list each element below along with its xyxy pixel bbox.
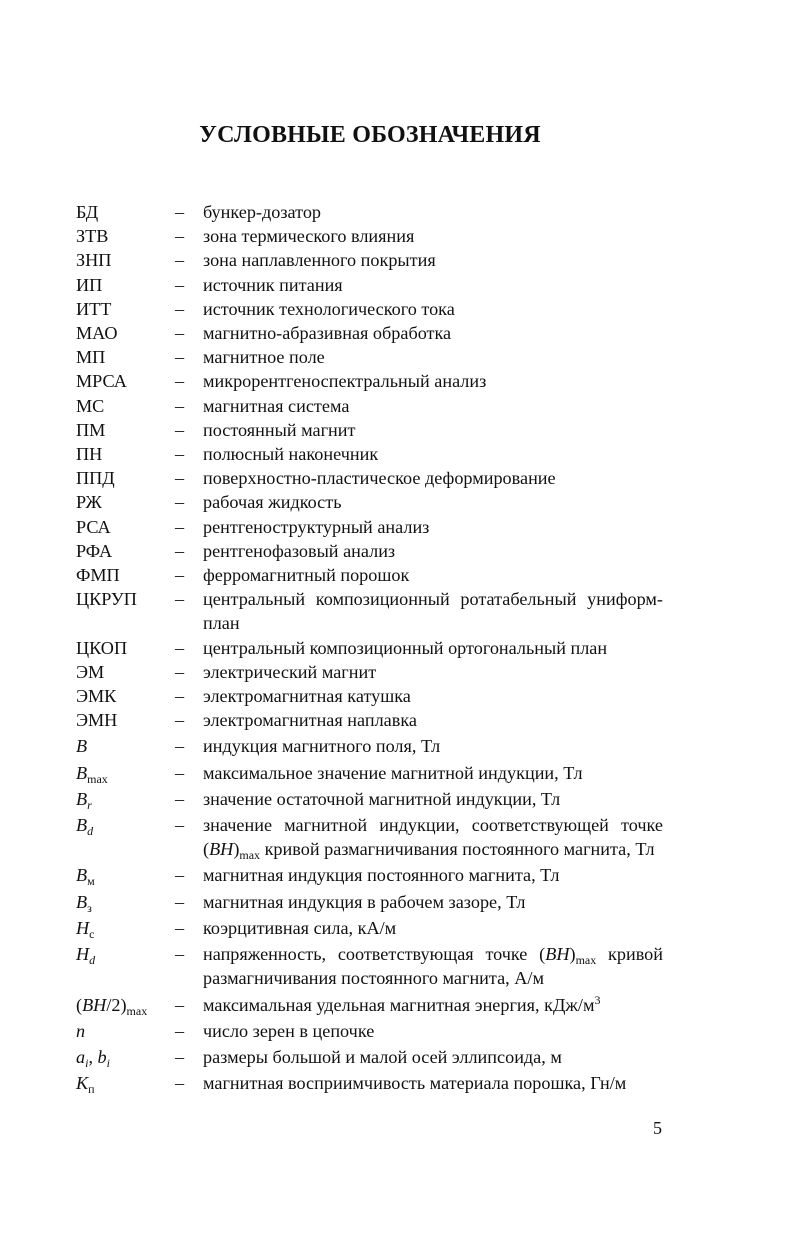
dash: – xyxy=(175,274,185,295)
abbreviation-definition: электромагнитная катушка xyxy=(203,686,411,707)
abbreviation-term: РСА xyxy=(76,516,111,537)
list-item xyxy=(76,1071,676,1095)
abbreviation-term: РФА xyxy=(76,540,113,561)
symbol-term: $a_i$, $b_i$ xyxy=(76,1046,110,1070)
abbreviation-definition: зона наплавленного покрытия xyxy=(203,250,436,271)
abbreviation-definition: бункер-дозатор xyxy=(203,202,322,222)
page-title: УСЛОВНЫЕ ОБОЗНАЧЕНИЯ xyxy=(199,122,541,149)
abbreviation-term: ЦКОП xyxy=(76,637,128,658)
dash: – xyxy=(175,736,185,757)
dash: – xyxy=(175,1020,185,1041)
dash: – xyxy=(175,468,185,489)
list-item xyxy=(76,1019,676,1043)
list-item xyxy=(76,394,676,418)
dash: – xyxy=(175,540,185,561)
abbreviation-definition: центральный композиционный ортогональный план xyxy=(203,637,608,658)
abbreviation-definition: магнитно-абразивная обработка xyxy=(203,323,452,344)
dash: – xyxy=(175,865,185,886)
list-item xyxy=(76,1045,676,1069)
list-item xyxy=(76,708,676,732)
abbreviation-definition: микрорентгеноспектральный анализ xyxy=(203,371,487,392)
abbreviation-term: ЦКРУП xyxy=(76,589,137,610)
abbreviation-term: ФМП xyxy=(76,565,120,586)
symbol-definition: значение остаточной магнитной индукции, Тл xyxy=(203,788,561,809)
list-item xyxy=(76,466,676,490)
list-item xyxy=(76,369,676,393)
dash: – xyxy=(175,944,185,965)
symbol-definition: напряженность, соответствующая точке $(BH)_{max}$ кривой размагничивания постоянного магнита, А/м xyxy=(203,944,663,989)
list-item xyxy=(76,761,676,785)
symbol-definition: магнитная индукция в рабочем зазоре, Тл xyxy=(203,891,526,912)
abbreviation-definition: рабочая жидкость xyxy=(203,492,342,513)
symbol-definition: магнитная индукция постоянного магнита, Тл xyxy=(203,865,560,886)
abbreviation-term: ЗТВ xyxy=(76,226,109,247)
list-item xyxy=(76,418,676,442)
abbreviation-definition: полюсный наконечник xyxy=(203,444,379,465)
dash: – xyxy=(175,323,185,344)
dash: – xyxy=(175,419,185,440)
symbol-term: B xyxy=(76,736,88,757)
dash: – xyxy=(175,917,185,938)
symbol-definition: коэрцитивная сила, кА/м xyxy=(203,917,397,938)
abbreviation-definition: зона термического влияния xyxy=(203,226,415,247)
abbreviation-definition: источник технологического тока xyxy=(203,298,455,319)
dash: – xyxy=(175,565,185,586)
list-item xyxy=(76,539,676,563)
list-item xyxy=(76,345,676,369)
dash: – xyxy=(175,815,185,836)
symbol-term: $B_м$ xyxy=(76,865,95,889)
list-item xyxy=(76,636,676,660)
dash: – xyxy=(175,637,185,658)
list-item xyxy=(76,942,676,990)
dash: – xyxy=(175,226,185,247)
symbol-term: $K_п$ xyxy=(76,1073,95,1097)
dash: – xyxy=(175,250,185,271)
abbreviation-term: ЭМК xyxy=(76,686,117,707)
symbol-term: $B_d$ xyxy=(76,815,94,839)
list-item xyxy=(76,297,676,321)
symbol-definition: значение магнитной индукции, соответствующей точке $(BH)_{max}$ кривой размагничивания постоянного магнита, Тл xyxy=(203,815,663,863)
list-item xyxy=(76,993,676,1017)
symbol-definition: число зерен в цепочке xyxy=(203,1020,375,1041)
list-item xyxy=(76,515,676,539)
page-number: 5 xyxy=(653,1118,662,1138)
dash: – xyxy=(175,516,185,537)
abbreviation-definition: рентгенофазовый анализ xyxy=(203,540,396,561)
dash: – xyxy=(175,298,185,319)
abbreviation-term: ЭМ xyxy=(76,661,105,682)
list-item xyxy=(76,273,676,297)
abbreviation-term: МП xyxy=(76,347,106,368)
symbol-term: $H_d$ xyxy=(76,944,96,968)
list-item xyxy=(76,442,676,466)
symbol-term: n xyxy=(76,1020,86,1041)
abbreviation-definition: магнитное поле xyxy=(203,347,325,368)
abbreviation-term: ПН xyxy=(76,444,103,465)
dash: – xyxy=(175,710,185,731)
symbol-term: $B_{max}$ xyxy=(76,762,108,786)
abbreviation-term: ППД xyxy=(76,468,115,489)
dash: – xyxy=(175,891,185,912)
dash: – xyxy=(175,444,185,465)
dash: – xyxy=(175,1046,185,1067)
symbol-definition: максимальное значение магнитной индукции, Тл xyxy=(203,762,583,783)
symbol-term: $B_r$ xyxy=(76,788,92,812)
list-item xyxy=(76,321,676,345)
abbreviation-term: МАО xyxy=(76,323,118,344)
abbreviation-term: МС xyxy=(76,395,105,416)
list-item xyxy=(76,684,676,708)
dash: – xyxy=(175,762,185,783)
dash: – xyxy=(175,686,185,707)
list-item xyxy=(76,490,676,514)
symbol-definition: максимальная удельная магнитная энергия, кДж/$м^3$ xyxy=(203,992,601,1015)
abbreviation-definition: центральный композиционный ротатабельный униформ-план xyxy=(203,589,663,634)
dash: – xyxy=(175,347,185,368)
abbreviation-definition: магнитная система xyxy=(203,395,350,416)
abbreviation-term: БД xyxy=(76,202,99,222)
symbol-term: $B_з$ xyxy=(76,891,92,915)
symbol-definition: магнитная восприимчивость материала порошка, Гн/м xyxy=(203,1073,627,1094)
abbreviation-definition: поверхностно-пластическое деформирование xyxy=(203,468,556,489)
list-item xyxy=(76,787,676,811)
list-item xyxy=(76,813,676,861)
list-item xyxy=(76,890,676,914)
abbreviation-term: ИТТ xyxy=(76,298,112,319)
dash: – xyxy=(175,202,185,222)
list-item xyxy=(76,224,676,248)
abbreviation-definition: ферромагнитный порошок xyxy=(203,565,410,586)
dash: – xyxy=(175,395,185,416)
symbol-term: $(BH/2)_{max}$ xyxy=(76,994,148,1018)
abbreviation-term: ИП xyxy=(76,274,103,295)
abbreviation-definition: постоянный магнит xyxy=(203,419,356,440)
list-item xyxy=(76,248,676,272)
abbreviation-term: ЭМН xyxy=(76,710,118,731)
list-item xyxy=(76,916,676,940)
list-item xyxy=(76,660,676,684)
symbol-term: $H_с$ xyxy=(76,917,95,941)
abbreviation-term: РЖ xyxy=(76,492,102,513)
abbreviation-definition: электрический магнит xyxy=(203,661,377,682)
list-item xyxy=(76,587,676,635)
abbreviation-term: ЗНП xyxy=(76,250,112,271)
abbreviation-term: ПМ xyxy=(76,419,106,440)
symbol-definition: индукция магнитного поля, Тл xyxy=(203,736,441,757)
abbreviation-definition: источник питания xyxy=(203,274,343,295)
dash: – xyxy=(175,1073,185,1094)
dash: – xyxy=(175,788,185,809)
dash: – xyxy=(175,661,185,682)
abbreviation-term: МРСА xyxy=(76,371,127,392)
list-item xyxy=(76,200,676,224)
symbol-definition: размеры большой и малой осей эллипсоида, м xyxy=(203,1046,562,1067)
abbreviation-list xyxy=(76,200,676,1095)
list-item xyxy=(76,563,676,587)
list-item xyxy=(76,734,676,758)
abbreviation-definition: рентгеноструктурный анализ xyxy=(203,516,430,537)
dash: – xyxy=(175,589,185,610)
list-item xyxy=(76,863,676,887)
dash: – xyxy=(175,994,185,1015)
dash: – xyxy=(175,492,185,513)
dash: – xyxy=(175,371,185,392)
abbreviation-definition: электромагнитная наплавка xyxy=(203,710,417,731)
